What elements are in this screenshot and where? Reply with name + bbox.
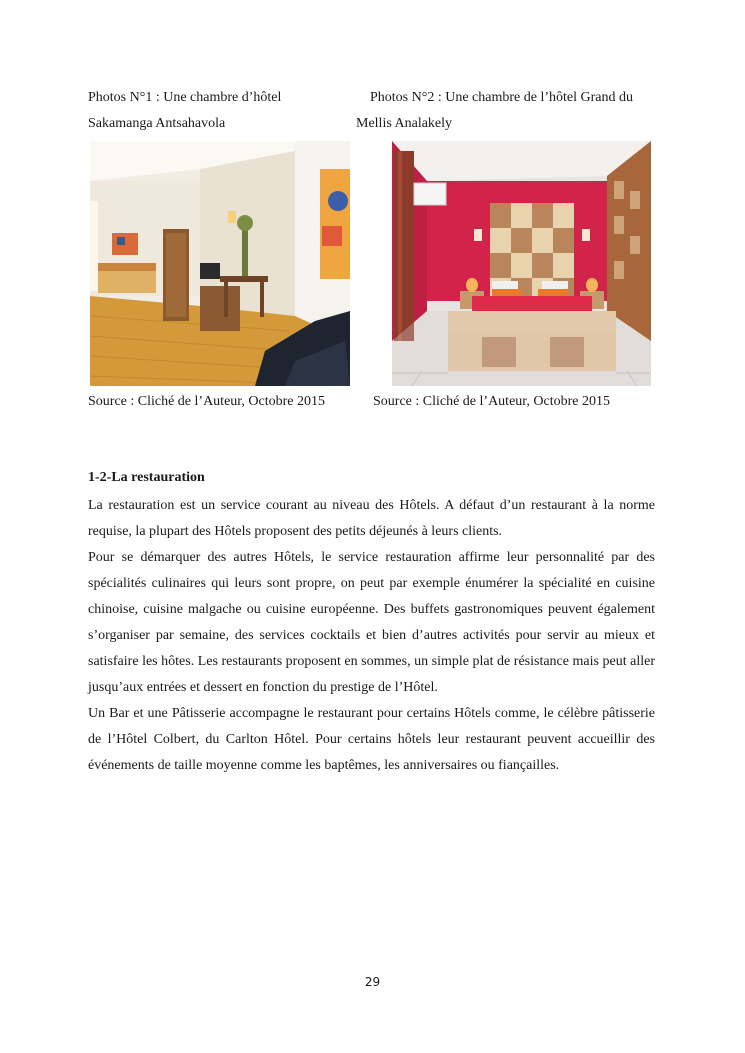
photo-hotel-room-sakamanga [90, 141, 350, 386]
photo1-caption-line1: Photos N°1 : Une chambre d’hôtel [88, 90, 282, 105]
photo1-source: Source : Cliché de l’Auteur, Octobre 2015 [88, 394, 325, 409]
page-number: 29 [364, 975, 381, 989]
photo-hotel-room-grand-mellis [392, 141, 651, 386]
paragraph-3: Un Bar et une Pâtisserie accompagne le restaurant pour certains Hôtels comme, le célèbre pâtisserie de l’Hôtel Colbert, du Carlton Hôtel. Pour certains hôtels leur restaurant peuvent accueillir des événements de taille moyenne comme les baptêmes, les anniversaires ou fiançailles. [88, 706, 655, 773]
photo1-caption-line2: Sakamanga Antsahavola [88, 116, 226, 131]
photo2-caption-line2: Mellis Analakely [356, 116, 453, 131]
section-heading: 1-2-La restauration [88, 470, 205, 485]
section-body [88, 493, 655, 779]
paragraph-1: La restauration est un service courant au niveau des Hôtels. A défaut d’un restaurant à la norme requise, la plupart des Hôtels proposent des petits déjeunés à leurs clients. [88, 498, 655, 539]
photo2-caption-line1: Photos N°2 : Une chambre de l’hôtel Grand du [370, 90, 633, 105]
paragraph-2: Pour se démarquer des autres Hôtels, le service restauration affirme leur personnalité par des spécialités culinaires qui leurs sont propre, on peut par exemple énumérer la spécialité en cuisine chinoise, cuisine malgache ou cuisine européenne. Des buffets gastronomiques peuvent également s’organiser par semaine, des services cocktails et bien d’autres activités pour servir au mieux et satisfaire les hôtes. Les restaurants proposent en sommes, un simple plat de résistance mais peut aller jusqu’aux entrées et dessert en fonction du prestige de l’Hôtel. [88, 550, 655, 695]
photo2-source: Source : Cliché de l’Auteur, Octobre 2015 [373, 394, 610, 409]
